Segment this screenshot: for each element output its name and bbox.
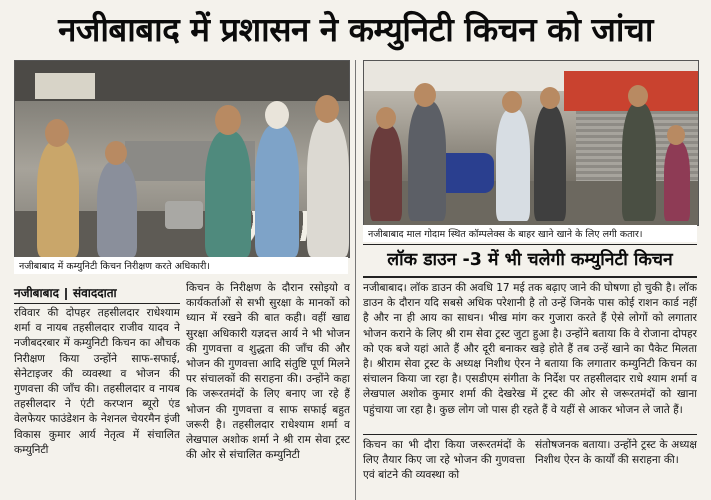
byline (14, 284, 180, 302)
subheadline: लॉक डाउन -3 में भी चलेगी कम्युनिटी किचन (387, 250, 673, 270)
article-column: किचन के निरीक्षण के दौरान रसोइयो व कार्यकर्ताओं से सभी सुरक्षा के मानकों को ध्यान में रखने की बात कही। वहीं खाद्य सुरक्षा अधिकारी यज्ञदत्त आर्य ने भी भोजन की गुणवत्ता व शुद्धता की जाँच की और भोजन की गुणवत्ता आदि संतुष्टि पूर्ण मिलने पर संचालकों की सराहना की। उन्होंने कहा कि जरूरतमंदों के लिए बनाए जा रहे हैं भोजन की गुणवत्ता व साफ सफाई बहुत जरूरी है। तहसीलदार राधेश्याम शर्मा व लेखपाल अशोक शर्मा ने श्री राम सेवा ट्रस्ट की ओर से संचालित कम्युनिटी (186, 282, 350, 462)
column-divider (355, 60, 356, 500)
divider (363, 434, 697, 435)
divider (363, 276, 697, 278)
article-column: रविवार की दोपहर तहसीलदार राधेश्याम शर्मा व नायब तहसीलदार राजीव यादव ने नजीबदरबार में कम्युनिटी किचन का औचक निरीक्षण किया उन्होंने साफ-सफाई, सेनेटाइजर की व्यवस्था व भोजन की गुणवत्ता की जाँच की। तहसीलदार व नायब तहसीलदार ने एंटी करप्शन ब्यूरो एंड वेलफेयर फाउंडेशन के नेशनल चेयरमैन इंजी विकास कुमार आर्य नेतृत्व में संचालित कम्युनिटी (14, 307, 180, 456)
article-column: संतोषजनक बताया। उन्होंने ट्रस्ट के अध्यक्ष निशीथ ऐरन के कार्यों की सराहना की। (535, 439, 697, 467)
article-column: नजीबाबाद। लॉक डाउन की अवधि 17 मई तक बढ़ाए जाने की घोषणा हो चुकी है। लॉक डाउन के दौरान यदि सबसे अधिक परेशानी है तो उन्हें जिनके पास कोई राशन कार्ड नहीं है और ना ही आय का साधन। भीख मांग कर गुजारा करते हैं ऐसे लोगों को लगातार भोजन कराने के लिए श्री राम सेवा ट्रस्ट जुटा हुआ है। उन्होंने बताया कि वे रोजाना दोपहर को एक बजे यहां आते हैं और दूरी बनाकर खड़े होते हैं तब उन्हें खाने का पैकेट मिलता है। श्रीराम सेवा ट्रस्ट के अध्यक्ष निशीथ ऐरन ने बताया कि लगातार कम्युनिटी किचन का संचालन किया जा रहा है। एसडीएम संगीता के निर्देश पर तहसीलदार राधे श्याम शर्मा व लेखपाल अशोक कुमार शर्मा की देखरेख में ट्रस्ट की ओर से जरूरतमंदों को खाना पहुंचाया जा रहा है। कुछ लोग जो पास ही रहते हैं वे यहीं से आकर भोजन ले जाते हैं। (363, 282, 697, 416)
headline: नजीबाबाद में प्रशासन ने कम्युनिटी किचन को जांचा (58, 9, 653, 49)
divider (14, 303, 180, 304)
article-column: किचन का भी दौरा किया जरूरतमंदों के लिए तैयार किए जा रहे भोजन की गुणवत्ता एवं बांटने की व्यवस्था को (363, 439, 525, 482)
photo-caption: नजीबाबाद में कम्युनिटी किचन निरीक्षण करते अधिकारी। (14, 257, 348, 274)
photo-kitchen-inspection (14, 60, 350, 258)
photo-caption: नजीबाबाद माल गोदाम स्थित कॉम्पलेक्स के बाहर खाने खाने के लिए लगी कतार। (363, 225, 697, 242)
divider (363, 244, 697, 245)
dateline: नजीबाबाद (14, 286, 59, 300)
byline-separator (65, 288, 67, 300)
photo-food-queue (363, 60, 699, 226)
reporter: संवाददाता (72, 286, 117, 300)
